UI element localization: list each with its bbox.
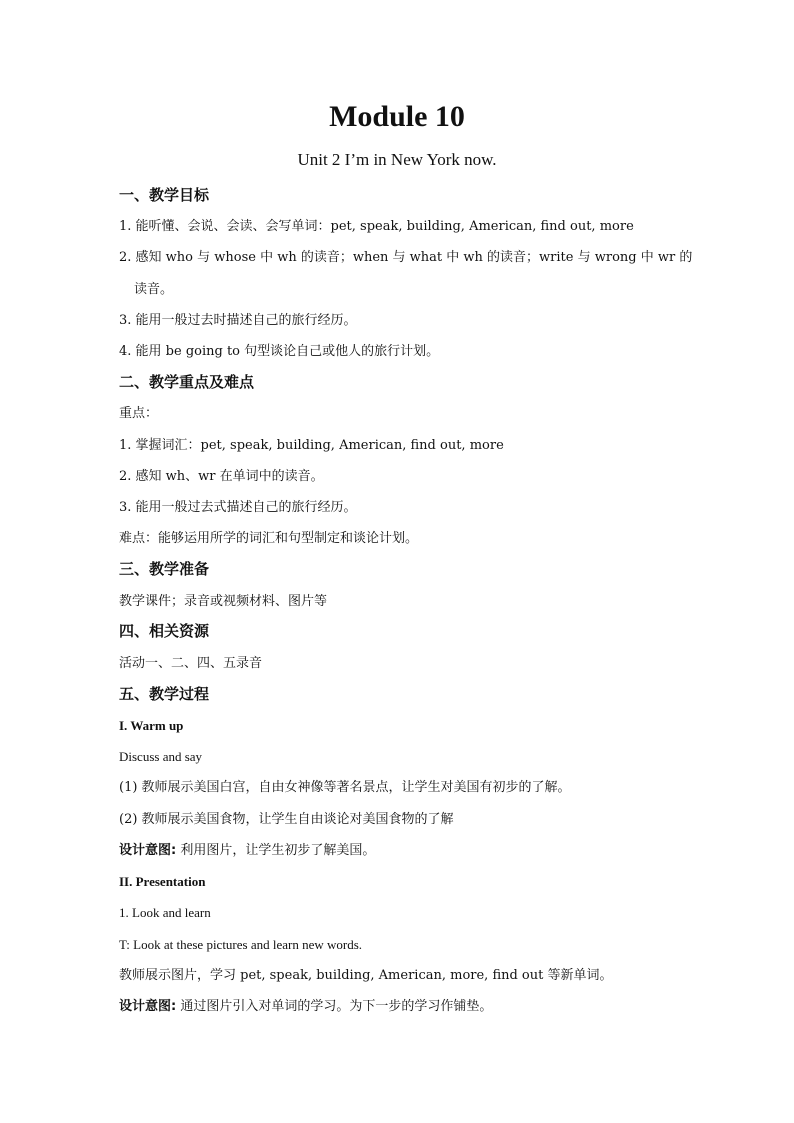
- presentation-heading: II. Presentation: [119, 874, 206, 889]
- page-subtitle: Unit 2 I’m in New York now.: [297, 150, 497, 169]
- warmup-subheading: Discuss and say: [119, 749, 203, 764]
- section-heading-objectives: 一、教学目标: [119, 186, 210, 204]
- design-intent-text: 利用图片，让学生初步了解美国。: [176, 843, 376, 858]
- warmup-heading: I. Warm up: [119, 718, 184, 733]
- section-heading-process: 五、教学过程: [119, 685, 210, 703]
- design-intent-text: 通过图片引入对单词的学习。为下一步的学习作铺垫。: [176, 999, 493, 1014]
- key-point-item: 1. 掌握词汇：pet, speak, building, American, find out, more: [119, 438, 504, 453]
- difficulty-text: 难点：能够运用所学的词汇和句型制定和谈论计划。: [119, 531, 419, 546]
- presentation-subheading: 1. Look and learn: [119, 905, 211, 920]
- presentation-design-intent: [119, 998, 492, 1016]
- key-point-item: 2. 感知 wh、wr 在单词中的读音。: [119, 469, 324, 484]
- objective-item: 2. 感知 who 与 whose 中 wh 的读音；when 与 what 中 wh 的读音；write 与 wrong 中 wr 的: [119, 250, 693, 265]
- design-intent-label: 设计意图:: [119, 999, 177, 1014]
- key-point-item: 3. 能用一般过去式描述自己的旅行经历。: [119, 500, 357, 515]
- presentation-teacher-line: T: Look at these pictures and learn new words.: [119, 937, 363, 952]
- warmup-item: (1) 教师展示美国白宫，自由女神像等著名景点，让学生对美国有初步的了解。: [119, 780, 571, 795]
- section-heading-preparation: 三、教学准备: [119, 560, 210, 578]
- objective-item: 4. 能用 be going to 句型谈论自己或他人的旅行计划。: [119, 344, 440, 359]
- design-intent-label: 设计意图:: [119, 843, 177, 858]
- preparation-text: 教学课件；录音或视频材料、图片等: [119, 594, 328, 609]
- warmup-design-intent: [119, 842, 375, 860]
- presentation-text: 教师展示图片，学习 pet, speak, building, American, more, find out 等新单词。: [119, 968, 613, 983]
- warmup-item: (2) 教师展示美国食物，让学生自由谈论对美国食物的了解: [119, 812, 454, 827]
- resources-text: 活动一、二、四、五录音: [119, 656, 263, 671]
- objective-item: 1. 能听懂、会说、会读、会写单词：pet, speak, building, American, find out, more: [119, 219, 634, 234]
- section-heading-key-points: 二、教学重点及难点: [119, 373, 255, 391]
- section-heading-resources: 四、相关资源: [119, 622, 210, 640]
- objective-item: 3. 能用一般过去时描述自己的旅行经历。: [119, 313, 357, 328]
- page-title: Module 10: [329, 100, 465, 133]
- objective-item-continuation: 读音。: [134, 282, 174, 297]
- key-points-label: 重点：: [119, 406, 159, 421]
